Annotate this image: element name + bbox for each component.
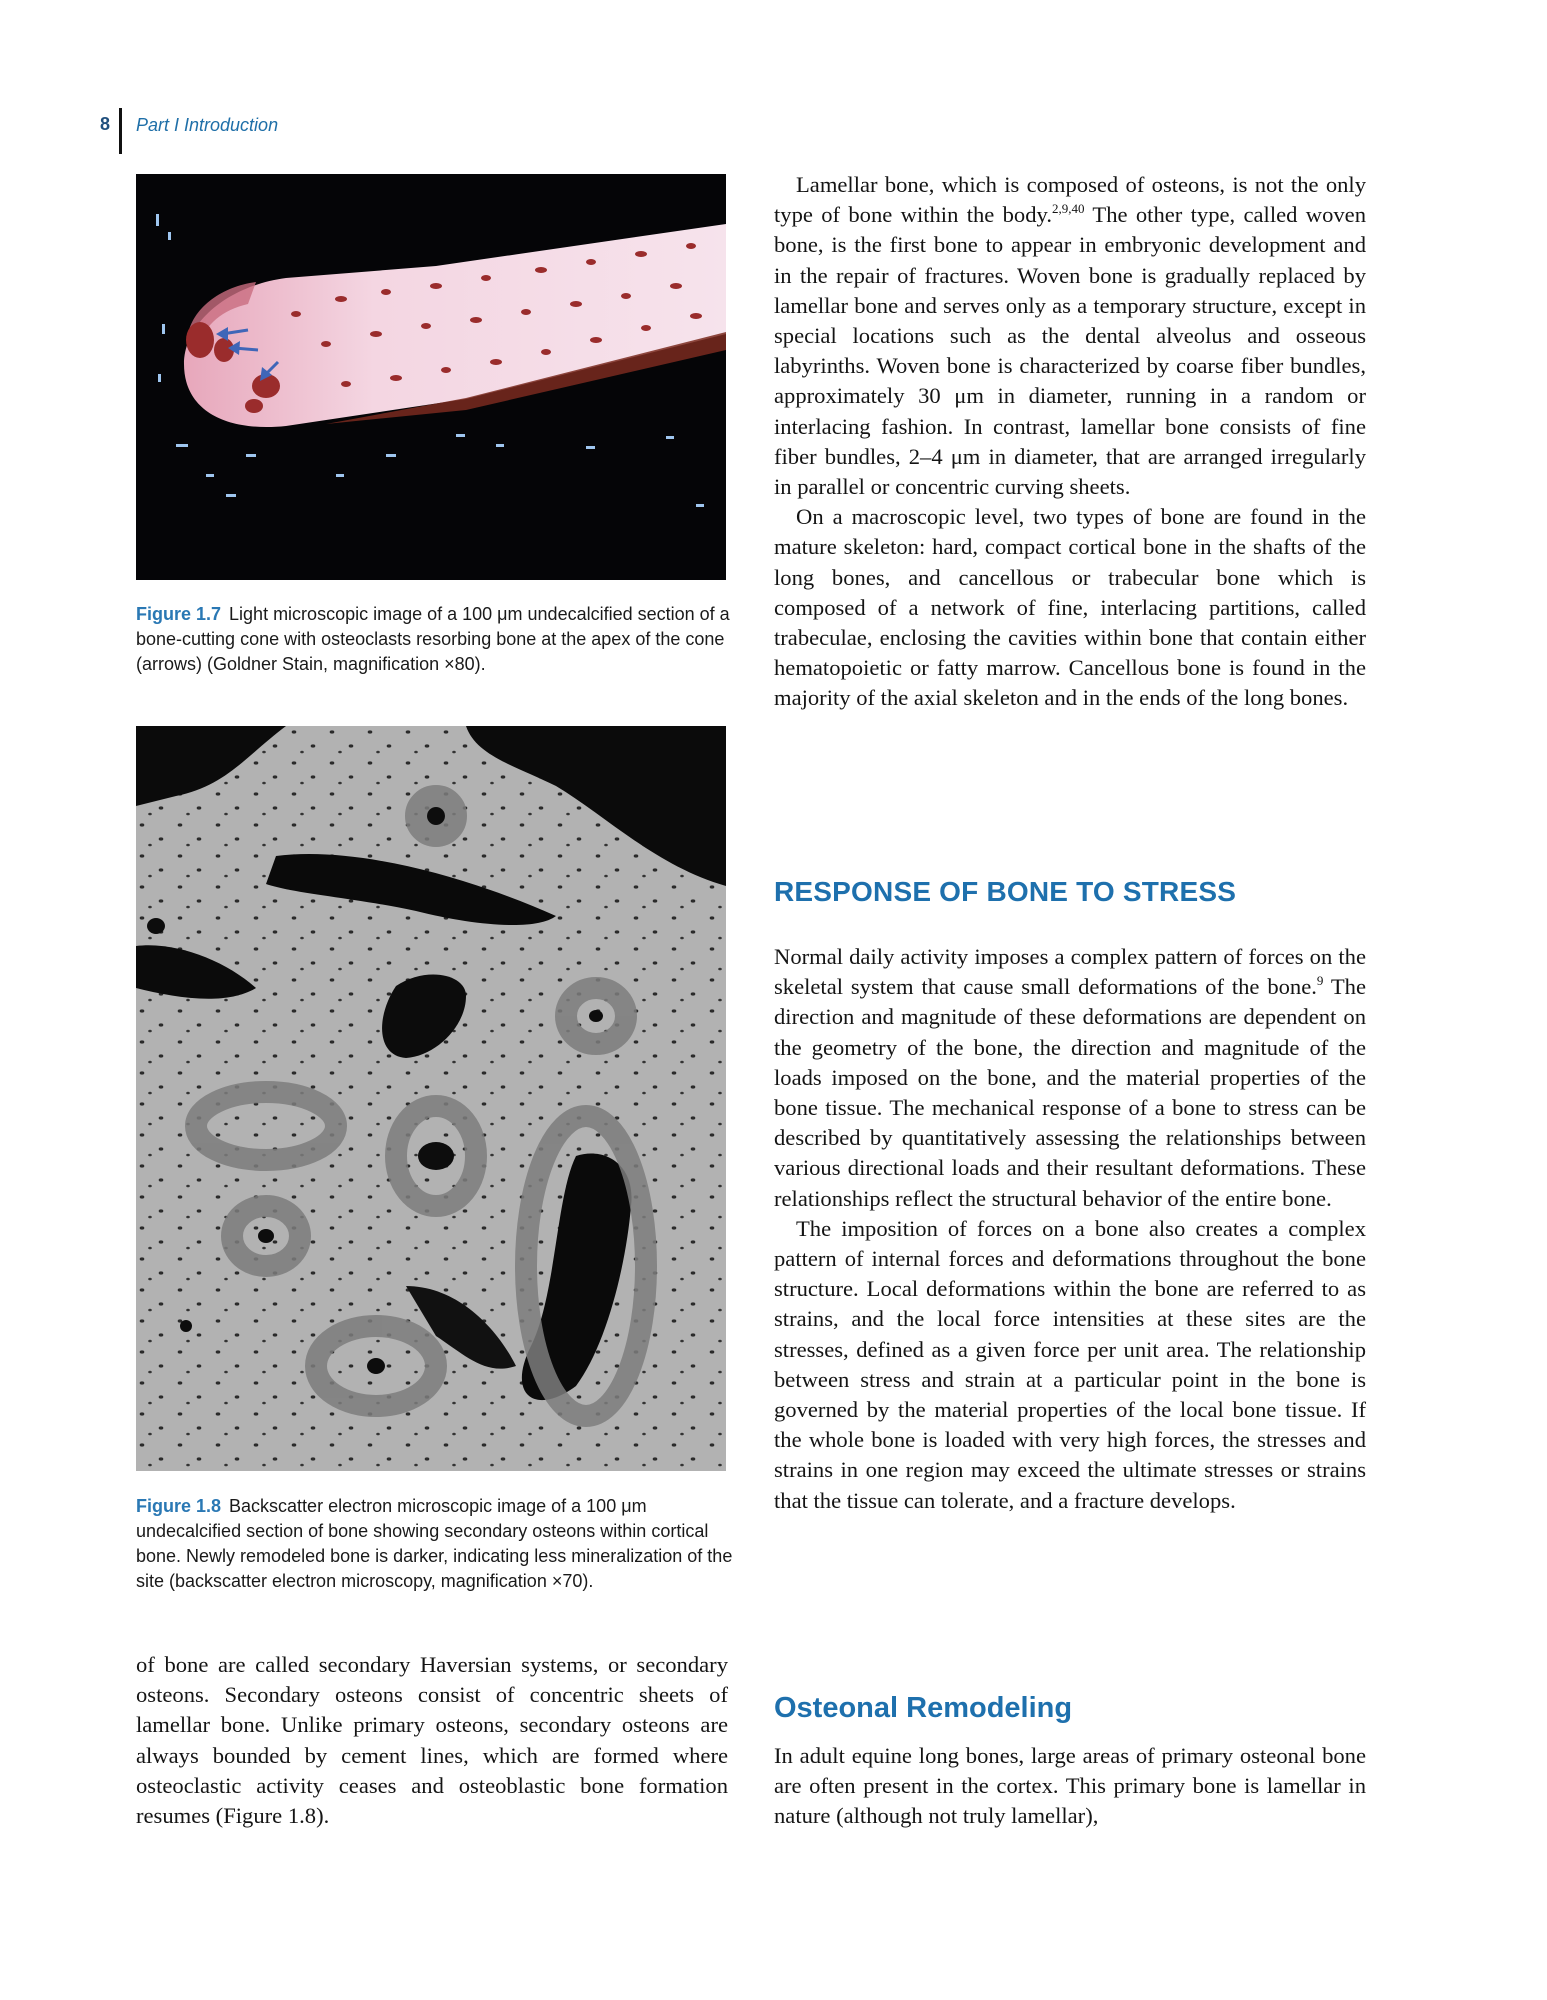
right-paragraph-1 [774, 170, 1366, 502]
figure-1-7-label: Figure 1.7 [136, 604, 222, 624]
citation-ref: 9 [1316, 973, 1324, 989]
header-divider [119, 108, 122, 154]
figure-1-7-caption-text: Light microscopic image of a 100 μm undecalcified section of a bone-cutting cone with osteoclasts resorbing bone at the apex of the cone (arrows) (Goldner Stain, magnification ×80). [136, 604, 730, 674]
secondary-osteons-micrograph [136, 726, 726, 1471]
right-paragraph-5: In adult equine long bones, large areas of primary osteonal bone are often present in the cortex. This primary bone is lamellar in nature (although not truly lamellar), [774, 1743, 1366, 1829]
figure-1-7-image [136, 174, 726, 580]
running-header: Part I Introduction [136, 115, 279, 135]
subsection-heading: Osteonal Remodeling [774, 1692, 1073, 1724]
right-paragraph-3-part-b: The direction and magnitude of these deformations are dependent on the geometry of the bone, the direction and magnitude of the loads imposed on the bone, and the material properties of the bone tissue. The mechanical response of a bone to stress can be described by quantitatively assessing the relationships between various directional loads and their resultant deformations. These relationships reflect the structural behavior of the entire bone. [774, 974, 1366, 1211]
right-paragraph-1-part-a: Lamellar bone, which is composed of osteons, is not the only type of bone within the body. [774, 172, 1366, 228]
page-number: 8 [100, 114, 111, 134]
right-paragraph-3-part-a: Normal daily activity imposes a complex pattern of forces on the skeletal system that cause small deformations of the bone. [774, 944, 1366, 1000]
figure-1-8-caption-text: Backscatter electron microscopic image of a 100 μm undecalcified section of bone showing secondary osteons within cortical bone. Newly remodeled bone is darker, indicating less mineralization of the site (backscatter electron microscopy, magnification ×70). [136, 1496, 733, 1591]
right-paragraph-1-part-b: The other type, called woven bone, is the first bone to appear in embryonic development and in the repair of fractures. Woven bone is gradually replaced by lamellar bone and serves only as a temporary structure, except in special locations such as the dental alveolus and osseous labyrinths. Woven bone is characterized by coarse fiber bundles, approximately 30 μm in diameter, running in a random or interlacing fashion. In contrast, lamellar bone consists of fine fiber bundles, 2–4 μm in diameter, that are arranged irregularly in parallel or concentric curving sheets. [774, 202, 1367, 500]
left-column-text [136, 1650, 728, 1831]
right-column-text-bottom [774, 1741, 1366, 1832]
figure-1-8-label: Figure 1.8 [136, 1496, 222, 1516]
citation-ref: 2,9,40 [1052, 201, 1085, 217]
right-paragraph-2: On a macroscopic level, two types of bone are found in the mature skeleton: hard, compact cortical bone in the shafts of the long bones, and cancellous or trabecular bone which is composed of a network of fine, interlacing partitions, called trabeculae, enclosing the cavities within bone that contain either hematopoietic or fatty marrow. Cancellous bone is found in the majority of the axial skeleton and in the ends of the long bones. [774, 504, 1366, 711]
figure-1-8-caption [136, 1494, 736, 1594]
section-heading: RESPONSE OF BONE TO STRESS [774, 876, 1237, 907]
right-column-text-top [774, 170, 1366, 714]
figure-1-7-caption [136, 602, 736, 677]
figure-1-8-image [136, 726, 726, 1471]
left-paragraph-1: of bone are called secondary Haversian systems, or secondary osteons. Secondary osteons consist of concentric sheets of lamellar bone. Unlike primary osteons, secondary osteons are always bounded by cement lines, which are formed where osteoclastic activity ceases and osteoblastic bone formation resumes (Figure 1.8). [136, 1652, 728, 1829]
bone-cutting-cone-micrograph [136, 174, 726, 580]
right-paragraph-4: The imposition of forces on a bone also creates a complex pattern of internal forces and deformations throughout the bone structure. Local deformations within the bone are referred to as strains, and the local force intensities at these sites are the stresses, defined as a given force per unit area. The relationship between stress and strain at a particular point in the bone is governed by the material properties of the local bone tissue. If the whole bone is loaded with very high forces, the stresses and strains in one region may exceed the ultimate stresses or strains that the tissue can tolerate, and a fracture develops. [774, 1215, 1366, 1513]
right-column-text-middle [774, 942, 1366, 1516]
right-paragraph-3 [774, 942, 1366, 1214]
